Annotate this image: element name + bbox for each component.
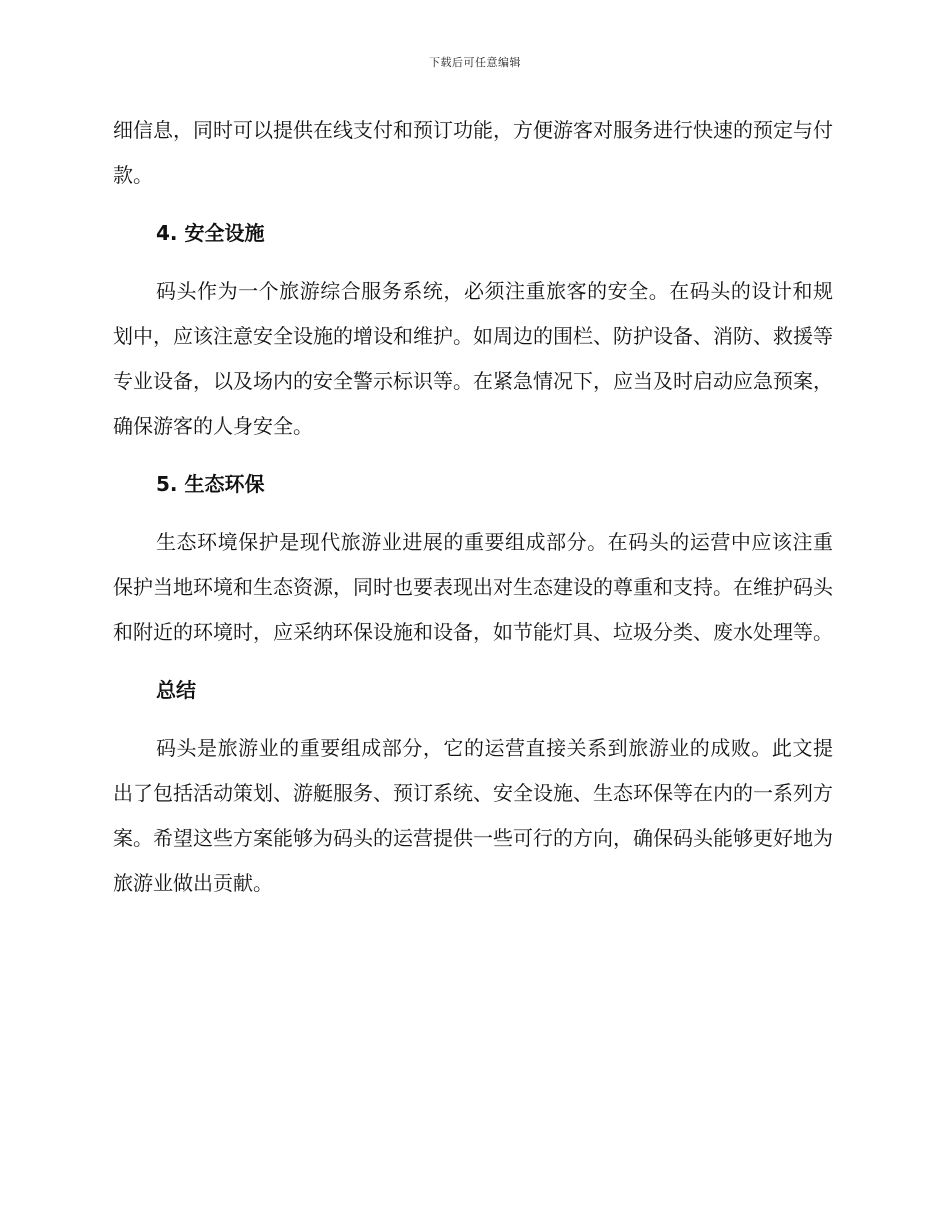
page-header: 下载后可任意编辑	[429, 56, 521, 69]
section-heading-safety: 4. 安全设施	[156, 221, 265, 245]
paragraph-continuation: 细信息，同时可以提供在线支付和预订功能，方便游客对服务进行快速的预定与付款。	[113, 118, 833, 187]
paragraph-ecology: 生态环境保护是现代旅游业进展的重要组成部分。在码头的运营中应该注重保护当地环境和生态资源，同时也要表现出对生态建设的尊重和支持。在维护码头和附近的环境时，应采纳环保设施和设备，如节能灯具、垃圾分类、废水处理等。	[113, 530, 833, 644]
paragraph-safety: 码头作为一个旅游综合服务系统，必须注重旅客的安全。在码头的设计和规划中，应该注意安全设施的增设和维护。如周边的围栏、防护设备、消防、救援等专业设备，以及场内的安全警示标识等。在紧急情况下，应当及时启动应急预案，确保游客的人身安全。	[113, 279, 833, 438]
section-heading-ecology: 5. 生态环保	[156, 472, 265, 496]
paragraph-summary: 码头是旅游业的重要组成部分，它的运营直接关系到旅游业的成败。此文提出了包括活动策划、游艇服务、预订系统、安全设施、生态环保等在内的一系列方案。希望这些方案能够为码头的运营提供一些可行的方向，确保码头能够更好地为旅游业做出贡献。	[113, 736, 833, 895]
section-heading-summary: 总结	[156, 678, 196, 702]
document-body	[113, 108, 833, 919]
